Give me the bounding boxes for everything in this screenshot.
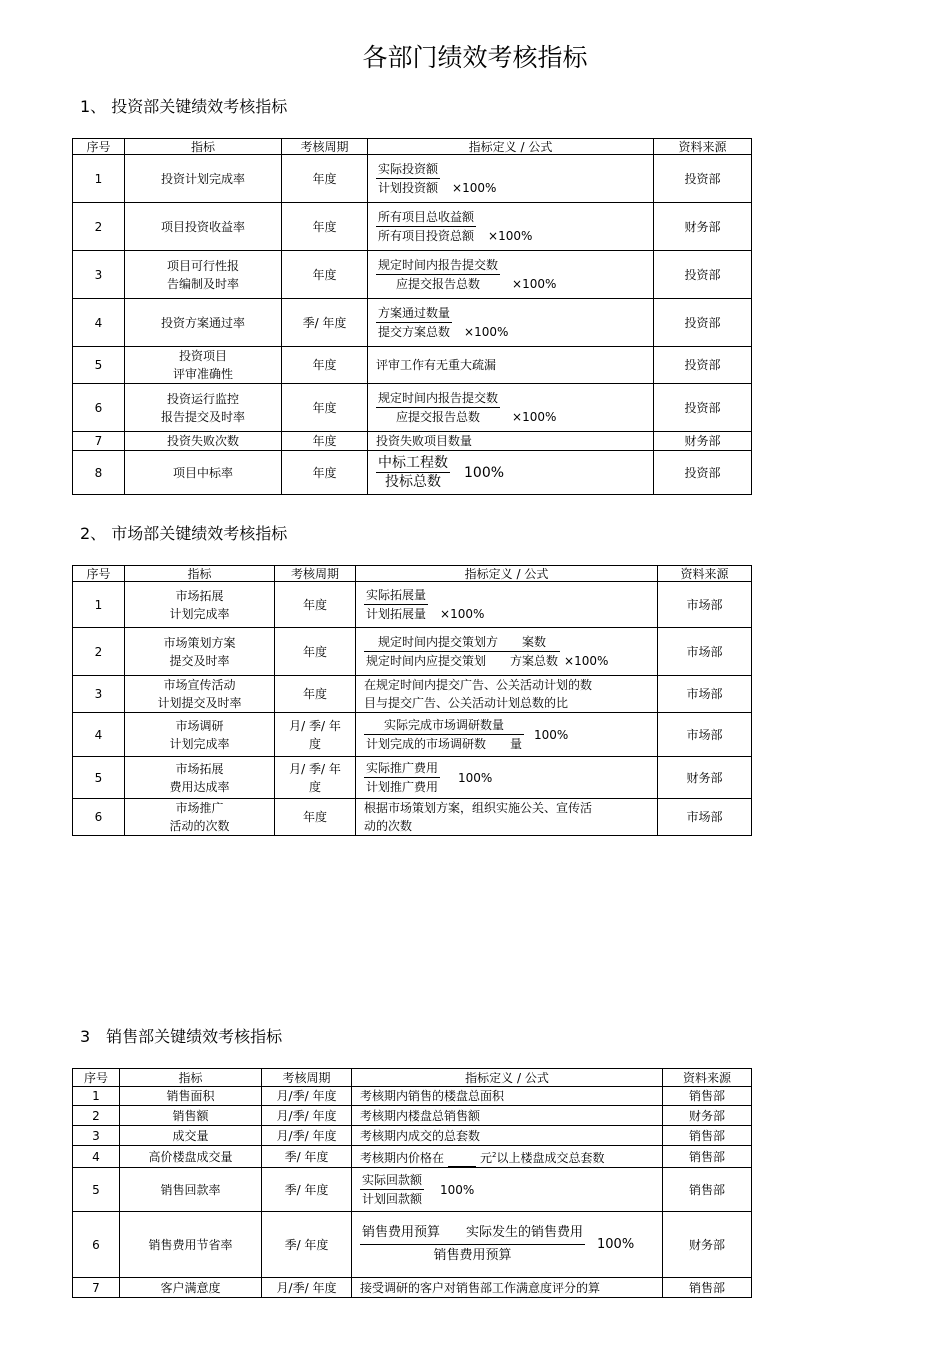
kpi-name [125, 628, 275, 676]
formula-numerator: 规定时间内报告提交数 [378, 391, 499, 405]
formula-numerator: 实际推广费用 [366, 761, 439, 775]
section-1-heading: 1、 投资部关键绩效考核指标 [80, 97, 288, 116]
row-number: 7 [73, 1278, 120, 1298]
kpi-period: 年度 [282, 451, 368, 495]
table-row [73, 451, 752, 495]
header-cell: 资料来源 [654, 139, 752, 155]
formula-percent: 100% [464, 464, 505, 481]
table-row [73, 1212, 752, 1278]
kpi-definition: 投资失败项目数量 [368, 432, 654, 451]
kpi-source: 市场部 [658, 582, 752, 628]
formula-numerator: 实际投资额 [378, 162, 439, 176]
row-number: 1 [73, 155, 125, 203]
header-cell: 指标 [125, 566, 275, 582]
table-row [73, 1087, 752, 1106]
kpi-name: 销售回款率 [120, 1168, 262, 1212]
row-number: 6 [73, 1212, 120, 1278]
kpi-period-line: 月/ 季/ 年 [289, 761, 341, 776]
row-number: 5 [73, 1168, 120, 1212]
kpi-formula [356, 582, 658, 628]
kpi-name-line: 计划完成率 [169, 606, 230, 621]
times-sign: × [512, 410, 523, 424]
kpi-period-line: 度 [308, 736, 321, 751]
row-number: 4 [73, 299, 125, 347]
row-number: 5 [73, 347, 125, 384]
kpi-definition-part: 考核期内价格在 [360, 1151, 445, 1165]
kpi-source: 市场部 [658, 799, 752, 836]
table-row [73, 1146, 752, 1168]
table-row [73, 432, 752, 451]
kpi-source: 市场部 [658, 676, 752, 713]
table-row [73, 676, 752, 713]
header-cell: 序号 [73, 566, 125, 582]
kpi-name: 销售额 [120, 1106, 262, 1126]
table-row [73, 799, 752, 836]
kpi-name: 成交量 [120, 1126, 262, 1146]
formula-denominator: 应提交报告总数 [376, 407, 500, 426]
kpi-period [275, 757, 356, 799]
kpi-name [125, 384, 282, 432]
kpi-name: 项目中标率 [125, 451, 282, 495]
kpi-name: 销售面积 [120, 1087, 262, 1106]
formula-percent: 100% [440, 1182, 475, 1197]
kpi-name-line: 活动的次数 [169, 819, 230, 833]
formula-denominator: 规定时间内应提交策划 方案总数 [364, 651, 560, 670]
table-header-row [73, 566, 752, 582]
kpi-period-line: 月/ 季/ 年 [289, 718, 341, 733]
kpi-formula [368, 451, 654, 495]
header-cell: 资料来源 [663, 1069, 752, 1087]
kpi-source: 财务部 [654, 203, 752, 251]
kpi-source: 投资部 [654, 347, 752, 384]
formula-percent: 100% [574, 654, 609, 668]
formula-percent: 100% [534, 727, 569, 742]
kpi-source: 财务部 [658, 757, 752, 799]
page-title: 各部门绩效考核指标 [362, 43, 588, 72]
kpi-period: 年度 [282, 155, 368, 203]
row-number: 6 [73, 384, 125, 432]
kpi-name-line: 市场拓展 [175, 761, 224, 776]
kpi-source: 投资部 [654, 299, 752, 347]
row-number: 2 [73, 1106, 120, 1126]
formula-numerator: 实际完成市场调研数量 [384, 718, 505, 732]
header-cell: 指标定义 / 公式 [352, 1069, 663, 1087]
formula-percent: 100% [522, 277, 557, 291]
section-2-heading: 2、 市场部关键绩效考核指标 [80, 524, 288, 543]
kpi-name: 投资方案通过率 [125, 299, 282, 347]
formula-percent: 100% [474, 325, 509, 339]
kpi-name-line: 市场宣传活动 [163, 678, 236, 692]
kpi-source: 销售部 [663, 1087, 752, 1106]
superscript: 2 [492, 1151, 497, 1159]
kpi-period: 季/ 年度 [262, 1146, 352, 1168]
table-row [73, 203, 752, 251]
row-number: 7 [73, 432, 125, 451]
kpi-source: 市场部 [658, 628, 752, 676]
section-3-heading: 3 销售部关键绩效考核指标 [80, 1027, 283, 1046]
kpi-source: 财务部 [663, 1212, 752, 1278]
row-number: 4 [73, 713, 125, 757]
kpi-name [125, 799, 275, 836]
formula-denominator: 投标总数 [376, 472, 450, 491]
kpi-definition [356, 676, 658, 713]
kpi-name: 投资计划完成率 [125, 155, 282, 203]
kpi-source: 投资部 [654, 451, 752, 495]
row-number: 3 [73, 251, 125, 299]
kpi-source: 销售部 [663, 1126, 752, 1146]
times-sign: × [488, 229, 499, 243]
kpi-name-line: 投资运行监控 [166, 391, 239, 406]
formula-percent: 100% [597, 1236, 635, 1252]
kpi-period: 月/季/ 年度 [262, 1126, 352, 1146]
marketing-kpi-table [72, 565, 752, 836]
table-row [73, 299, 752, 347]
kpi-period: 年度 [282, 432, 368, 451]
table-row [73, 757, 752, 799]
kpi-definition: 考核期内销售的楼盘总面积 [352, 1087, 663, 1106]
row-number: 2 [73, 628, 125, 676]
kpi-name-line: 告编制及时率 [166, 276, 239, 291]
kpi-period: 年度 [282, 251, 368, 299]
kpi-definition-line: 目与提交广告、公关活动计划总数的比 [364, 696, 569, 710]
kpi-name: 客户满意度 [120, 1278, 262, 1298]
table-row [73, 628, 752, 676]
formula-denominator: 计划完成的市场调研数 量 [364, 734, 524, 753]
row-number: 3 [73, 1126, 120, 1146]
times-sign: × [564, 654, 575, 668]
blank-underline [448, 1154, 476, 1167]
header-cell: 考核周期 [275, 566, 356, 582]
formula-denominator: 所有项目投资总额 [376, 226, 476, 245]
row-number: 2 [73, 203, 125, 251]
kpi-name [125, 251, 282, 299]
table-row [73, 1106, 752, 1126]
formula-numerator: 所有项目总收益额 [378, 210, 475, 224]
kpi-period: 年度 [275, 799, 356, 836]
kpi-source: 财务部 [663, 1106, 752, 1126]
kpi-definition: 考核期内成交的总套数 [352, 1126, 663, 1146]
formula-denominator: 计划推广费用 [364, 777, 440, 796]
formula-denominator: 计划拓展量 [364, 604, 428, 623]
kpi-name-line: 投资项目 [178, 349, 227, 363]
row-number: 5 [73, 757, 125, 799]
table-row [73, 384, 752, 432]
kpi-name-line: 市场调研 [175, 718, 224, 733]
times-sign: × [464, 325, 475, 339]
row-number: 3 [73, 676, 125, 713]
investment-kpi-table [72, 138, 752, 495]
kpi-period: 年度 [282, 347, 368, 384]
table-row [73, 582, 752, 628]
kpi-definition [356, 799, 658, 836]
header-cell: 考核周期 [282, 139, 368, 155]
formula-denominator: 提交方案总数 [376, 322, 452, 341]
formula-denominator: 应提交报告总数 [376, 274, 500, 293]
kpi-name-line: 提交及时率 [169, 653, 230, 668]
formula-numerator: 实际拓展量 [366, 588, 427, 602]
sales-kpi-table [72, 1068, 752, 1298]
kpi-name-line: 评审准确性 [172, 367, 233, 381]
formula-percent: 100% [522, 410, 557, 424]
kpi-name [125, 676, 275, 713]
kpi-source: 市场部 [658, 713, 752, 757]
kpi-source: 销售部 [663, 1278, 752, 1298]
table-row [73, 713, 752, 757]
kpi-definition-line: 在规定时间内提交广告、公关活动计划的数 [364, 678, 593, 692]
header-cell: 序号 [73, 139, 125, 155]
formula-denominator: 计划投资额 [376, 178, 440, 197]
kpi-name-line: 报告提交及时率 [160, 409, 245, 424]
formula-numerator: 方案通过数量 [378, 306, 451, 320]
kpi-period: 季/ 年度 [262, 1212, 352, 1278]
times-sign: × [512, 277, 523, 291]
kpi-source: 投资部 [654, 251, 752, 299]
formula-percent: 100% [450, 607, 485, 621]
kpi-definition-line: 动的次数 [364, 819, 413, 833]
kpi-period-line: 度 [308, 779, 321, 794]
kpi-name-line: 费用达成率 [169, 779, 230, 794]
row-number: 1 [73, 582, 125, 628]
table-row [73, 1126, 752, 1146]
kpi-name [125, 757, 275, 799]
header-cell: 指标定义 / 公式 [368, 139, 654, 155]
table-row [73, 1168, 752, 1212]
kpi-definition-part: 以上楼盘成交总套数 [496, 1151, 605, 1165]
formula-percent: 100% [458, 770, 493, 785]
kpi-name: 高价楼盘成交量 [120, 1146, 262, 1168]
table-header-row [73, 1069, 752, 1087]
header-cell: 指标 [125, 139, 282, 155]
table-row [73, 155, 752, 203]
kpi-definition: 考核期内楼盘总销售额 [352, 1106, 663, 1126]
formula-denominator: 销售费用预算 [360, 1244, 585, 1267]
kpi-formula [356, 628, 658, 676]
kpi-formula [368, 384, 654, 432]
kpi-name-line: 项目可行性报 [166, 258, 239, 273]
kpi-name [125, 713, 275, 757]
kpi-period: 月/季/ 年度 [262, 1106, 352, 1126]
kpi-source: 销售部 [663, 1168, 752, 1212]
kpi-period: 年度 [275, 582, 356, 628]
formula-numerator: 规定时间内报告提交数 [378, 258, 499, 272]
row-number: 6 [73, 799, 125, 836]
formula-numerator: 中标工程数 [378, 455, 448, 471]
formula-numerator: 实际回款额 [362, 1173, 423, 1187]
kpi-source: 投资部 [654, 155, 752, 203]
kpi-formula [368, 299, 654, 347]
header-cell: 考核周期 [262, 1069, 352, 1087]
times-sign: × [440, 607, 451, 621]
row-number: 4 [73, 1146, 120, 1168]
header-cell: 指标 [120, 1069, 262, 1087]
kpi-name [125, 582, 275, 628]
kpi-name-line: 市场推广 [175, 801, 224, 815]
row-number: 1 [73, 1087, 120, 1106]
kpi-period: 年度 [275, 676, 356, 713]
kpi-formula [352, 1212, 663, 1278]
table-header-row [73, 139, 752, 155]
kpi-source: 销售部 [663, 1146, 752, 1168]
kpi-period: 年度 [275, 628, 356, 676]
kpi-definition: 评审工作有无重大疏漏 [368, 347, 654, 384]
kpi-name: 销售费用节省率 [120, 1212, 262, 1278]
formula-percent: 100% [498, 229, 533, 243]
kpi-name-line: 计划完成率 [169, 736, 230, 751]
formula-numerator: 规定时间内提交策划方 案数 [378, 635, 547, 649]
kpi-definition-part: 元 [480, 1151, 493, 1165]
header-cell: 指标定义 / 公式 [356, 566, 658, 582]
header-cell: 资料来源 [658, 566, 752, 582]
kpi-formula [352, 1168, 663, 1212]
formula-denominator: 计划回款额 [360, 1189, 424, 1208]
kpi-period: 季/ 年度 [262, 1168, 352, 1212]
kpi-definition: 接受调研的客户对销售部工作满意度评分的算 [352, 1278, 663, 1298]
table-row [73, 251, 752, 299]
kpi-period: 月/季/ 年度 [262, 1087, 352, 1106]
kpi-source: 投资部 [654, 384, 752, 432]
kpi-period: 季/ 年度 [282, 299, 368, 347]
kpi-name-line: 市场策划方案 [163, 635, 236, 650]
kpi-name-line: 市场拓展 [175, 588, 224, 603]
formula-numerator: 销售费用预算 实际发生的销售费用 [362, 1225, 584, 1240]
table-row [73, 1278, 752, 1298]
kpi-name: 投资失败次数 [125, 432, 282, 451]
kpi-period: 月/季/ 年度 [262, 1278, 352, 1298]
kpi-period: 年度 [282, 203, 368, 251]
row-number: 8 [73, 451, 125, 495]
header-cell: 序号 [73, 1069, 120, 1087]
kpi-period: 年度 [282, 384, 368, 432]
kpi-formula [368, 203, 654, 251]
table-row [73, 347, 752, 384]
kpi-formula [368, 155, 654, 203]
kpi-formula [368, 251, 654, 299]
kpi-definition [352, 1146, 663, 1168]
kpi-formula [356, 713, 658, 757]
kpi-name [125, 347, 282, 384]
times-sign: × [452, 181, 463, 195]
kpi-period [275, 713, 356, 757]
kpi-name: 项目投资收益率 [125, 203, 282, 251]
kpi-source: 财务部 [654, 432, 752, 451]
formula-percent: 100% [462, 181, 497, 195]
kpi-formula [356, 757, 658, 799]
kpi-name-line: 计划提交及时率 [157, 696, 242, 710]
kpi-definition-line: 根据市场策划方案，组织实施公关、宣传活 [364, 801, 593, 815]
